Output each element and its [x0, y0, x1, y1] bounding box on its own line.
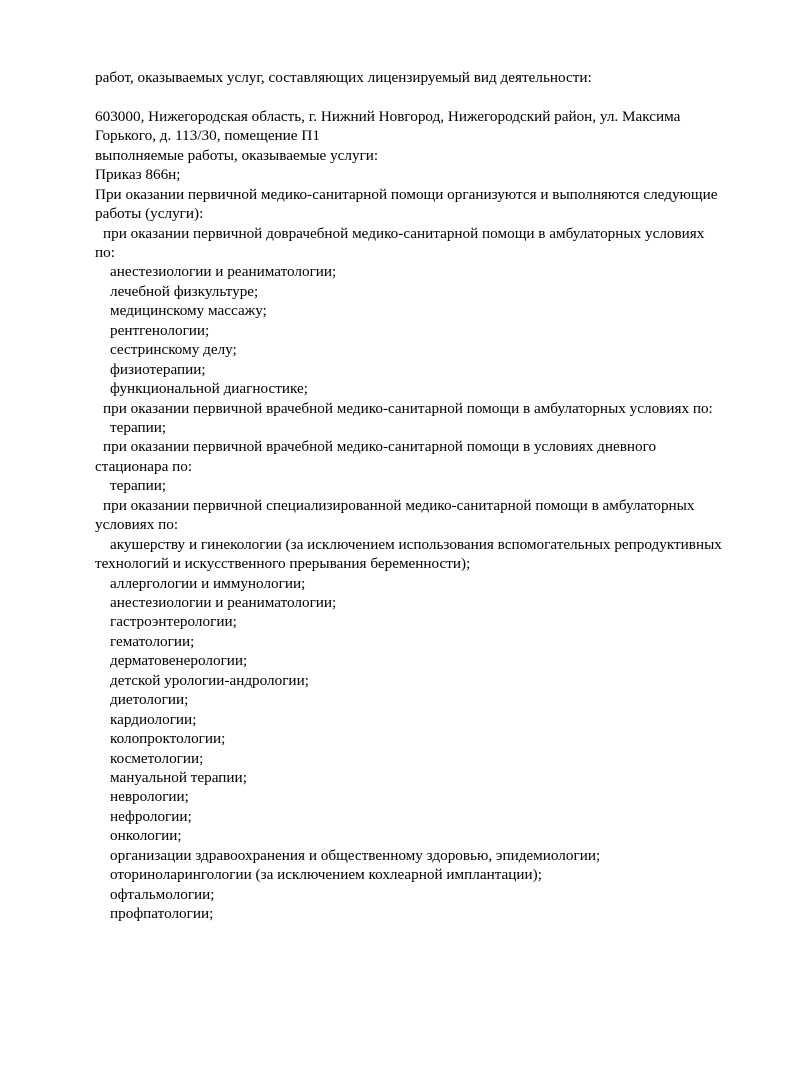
intro-paragraph: При оказании первичной медико-санитарной помощи организуются и выполняются следующие: [95, 186, 718, 203]
section-title: при оказании первичной доврачебной медико-санитарной помощи в амбулаторных условиях: [103, 225, 705, 242]
list-item: акушерству и гинекологии (за исключением использования вспомогательных репродуктивных: [110, 536, 722, 553]
list-item: рентгенологии;: [110, 322, 210, 339]
list-item: физиотерапии;: [110, 361, 206, 378]
section-title: по:: [95, 244, 115, 261]
section-title: стационара по:: [95, 458, 193, 475]
list-item: профпатологии;: [110, 905, 214, 922]
list-item: косметологии;: [110, 750, 204, 767]
section-title: при оказании первичной врачебной медико-санитарной помощи в амбулаторных условиях по:: [103, 400, 713, 417]
section-title: условиях по:: [95, 516, 179, 533]
list-item: гематологии;: [110, 633, 195, 650]
list-item: сестринскому делу;: [110, 341, 237, 358]
list-item: колопроктологии;: [110, 730, 226, 747]
list-item: гастроэнтерологии;: [110, 613, 237, 630]
list-item: аллергологии и иммунологии;: [110, 575, 306, 592]
list-item: мануальной терапии;: [110, 769, 247, 786]
works-title: выполняемые работы, оказываемые услуги:: [95, 147, 379, 164]
list-item: нефрологии;: [110, 808, 192, 825]
list-item: медицинскому массажу;: [110, 302, 267, 319]
section-title: при оказании первичной специализированной медико-санитарной помощи в амбулаторных: [103, 497, 695, 514]
list-item: анестезиологии и реаниматологии;: [110, 594, 337, 611]
list-item: технологий и искусственного прерывания беременности);: [95, 555, 471, 572]
list-item: терапии;: [110, 419, 167, 436]
list-item: кардиологии;: [110, 711, 197, 728]
list-item: диетологии;: [110, 691, 189, 708]
list-item: функциональной диагностике;: [110, 380, 308, 397]
intro-paragraph: работы (услуги):: [95, 205, 204, 222]
list-item: офтальмологии;: [110, 886, 215, 903]
list-item: дерматовенерологии;: [110, 652, 248, 669]
list-item: неврологии;: [110, 788, 189, 805]
list-item: анестезиологии и реаниматологии;: [110, 263, 337, 280]
order-reference: Приказ 866н;: [95, 166, 181, 183]
list-item: оториноларингологии (за исключением кохлеарной имплантации);: [110, 866, 542, 883]
list-item: детской урологии-андрологии;: [110, 672, 309, 689]
list-item: лечебной физкультуре;: [110, 283, 259, 300]
list-item: терапии;: [110, 477, 167, 494]
list-item: организации здравоохранения и общественному здоровью, эпидемиологии;: [110, 847, 601, 864]
list-item: онкологии;: [110, 827, 182, 844]
address-line: 603000, Нижегородская область, г. Нижний Новгород, Нижегородский район, ул. Максима: [95, 108, 681, 125]
address-line: Горького, д. 113/30, помещение П1: [95, 127, 320, 144]
section-title: при оказании первичной врачебной медико-санитарной помощи в условиях дневного: [103, 438, 657, 455]
header-line: работ, оказываемых услуг, составляющих лицензируемый вид деятельности:: [95, 69, 592, 86]
